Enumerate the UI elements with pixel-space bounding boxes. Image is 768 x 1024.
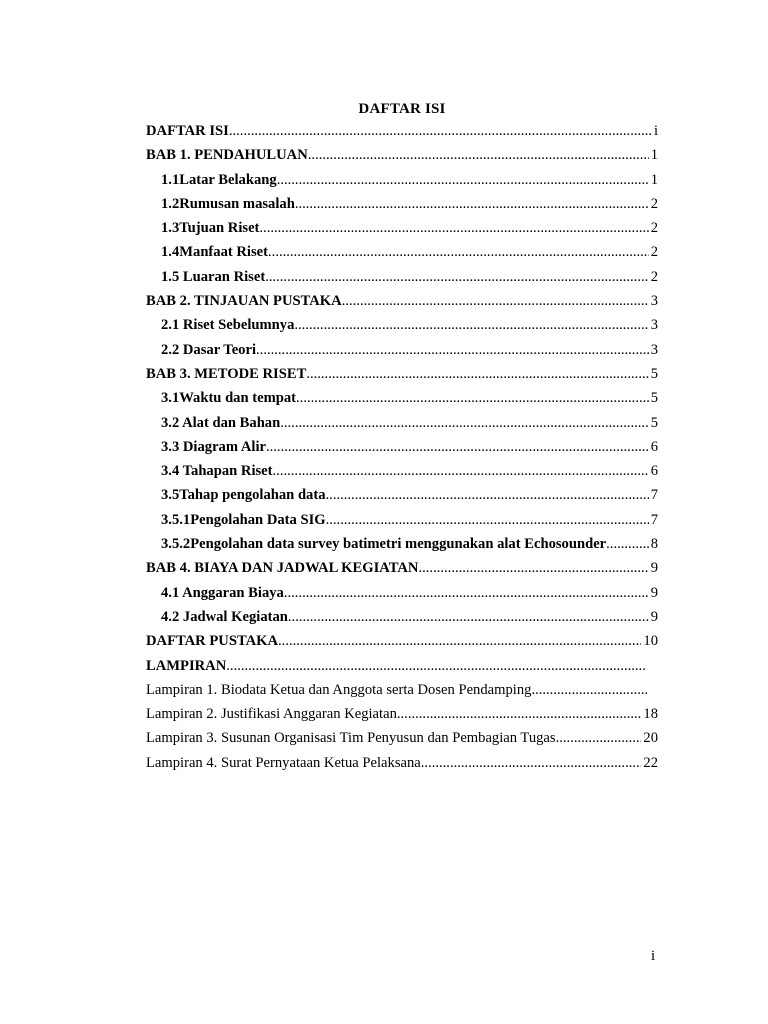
toc-entry-1-3[interactable]	[146, 216, 658, 240]
toc-entry-page: 3	[650, 341, 658, 358]
toc-entry-page: 2	[650, 244, 658, 261]
toc-entry-label: Lampiran 3. Susunan Organisasi Tim Penyusun dan Pembagian Tugas	[146, 730, 556, 747]
toc-entry-daftar-isi[interactable]	[146, 119, 658, 143]
toc-entry-label: 2.2 Dasar Teori	[161, 341, 257, 358]
toc-entry-3-4[interactable]	[146, 459, 658, 483]
toc-entry-1-4[interactable]	[146, 240, 658, 264]
toc-entry-label: DAFTAR PUSTAKA	[146, 633, 279, 650]
toc-entry-page: 9	[650, 608, 658, 625]
toc-entry-page: 22	[643, 754, 658, 771]
toc-entry-2-1[interactable]	[146, 313, 658, 337]
dot-leader	[226, 654, 646, 678]
toc-entry-label: 3.1Waktu dan tempat	[161, 390, 297, 407]
toc-entry-page: 8	[650, 536, 658, 553]
dot-leader	[556, 726, 642, 750]
toc-entry-lampiran-3[interactable]	[146, 726, 658, 750]
dot-leader	[421, 751, 642, 775]
dot-leader	[531, 678, 647, 702]
toc-entry-1-5[interactable]	[146, 265, 658, 289]
dot-leader	[284, 581, 649, 605]
toc-entry-2-2[interactable]	[146, 338, 658, 362]
toc-entry-page: 6	[650, 463, 658, 480]
dot-leader	[342, 289, 649, 313]
toc-entry-label: 3.5Tahap pengolahan data	[161, 487, 326, 504]
dot-leader	[280, 411, 648, 435]
dot-leader	[229, 119, 652, 143]
toc-entry-3-1[interactable]	[146, 386, 658, 410]
dot-leader	[397, 702, 642, 726]
toc-entry-1-2[interactable]	[146, 192, 658, 216]
toc-entry-page: 5	[650, 365, 658, 382]
dot-leader	[306, 362, 648, 386]
toc-entry-bab-2[interactable]	[146, 289, 658, 313]
toc-entry-page: 6	[650, 438, 658, 455]
toc-entry-label: 4.1 Anggaran Biaya	[161, 584, 284, 601]
toc-entry-lampiran-4[interactable]	[146, 751, 658, 775]
toc-entry-daftar-pustaka[interactable]	[146, 629, 658, 653]
toc-entry-page: 2	[650, 195, 658, 212]
toc-entry-label: LAMPIRAN	[146, 657, 227, 674]
toc-entry-1-1[interactable]	[146, 168, 658, 192]
dot-leader	[606, 532, 649, 556]
toc-entry-page: 10	[643, 633, 658, 650]
toc-entry-label: 4.2 Jadwal Kegiatan	[161, 608, 288, 625]
toc-entry-3-5-1[interactable]	[146, 508, 658, 532]
toc-entry-label: 1.2Rumusan masalah	[161, 195, 295, 212]
toc-entry-label: Lampiran 2. Justifikasi Anggaran Kegiatan	[146, 706, 397, 723]
dot-leader	[266, 435, 649, 459]
toc-entry-label: Lampiran 4. Surat Pernyataan Ketua Pelaksana	[146, 754, 421, 771]
dot-leader	[295, 192, 649, 216]
toc-entry-bab-1[interactable]	[146, 143, 658, 167]
toc-entry-3-3[interactable]	[146, 435, 658, 459]
dot-leader	[273, 459, 649, 483]
dot-leader	[288, 605, 649, 629]
toc-entry-page: 1	[650, 171, 658, 188]
dot-leader	[278, 629, 641, 653]
toc-entry-label: BAB 3. METODE RISET	[146, 365, 307, 382]
toc-entry-3-5[interactable]	[146, 483, 658, 507]
toc-entry-4-2[interactable]	[146, 605, 658, 629]
toc-entry-label: 2.1 Riset Sebelumnya	[161, 317, 295, 334]
toc-entry-page: 7	[650, 487, 658, 504]
toc-entry-3-5-2[interactable]	[146, 532, 658, 556]
dot-leader	[256, 338, 649, 362]
toc-entry-page: 1	[650, 147, 658, 164]
toc-entry-page: i	[653, 123, 658, 139]
table-of-contents	[146, 119, 658, 775]
toc-entry-label: BAB 2. TINJAUAN PUSTAKA	[146, 293, 342, 310]
page-number: i	[651, 948, 656, 964]
toc-entry-label: 1.5 Luaran Riset	[161, 268, 266, 285]
toc-entry-page: 7	[650, 511, 658, 528]
toc-entry-page: 9	[650, 560, 658, 577]
toc-entry-label: DAFTAR ISI	[146, 123, 229, 139]
dot-leader	[326, 483, 649, 507]
dot-leader	[268, 240, 649, 264]
toc-entry-3-2[interactable]	[146, 411, 658, 435]
toc-entry-lampiran[interactable]	[146, 654, 658, 678]
dot-leader	[294, 313, 648, 337]
toc-entry-bab-4[interactable]	[146, 556, 658, 580]
toc-entry-page: 3	[650, 317, 658, 334]
dot-leader	[296, 386, 649, 410]
dot-leader	[308, 143, 649, 167]
toc-entry-label: BAB 4. BIAYA DAN JADWAL KEGIATAN	[146, 560, 419, 577]
toc-entry-page: 2	[650, 220, 658, 237]
dot-leader	[326, 508, 649, 532]
toc-entry-label: 1.1Latar Belakang	[161, 171, 277, 188]
toc-entry-page: 18	[643, 706, 658, 723]
toc-entry-page: 9	[650, 584, 658, 601]
toc-entry-4-1[interactable]	[146, 581, 658, 605]
toc-entry-label: 1.3Tujuan Riset	[161, 220, 260, 237]
dot-leader	[277, 168, 649, 192]
toc-entry-label: 3.2 Alat dan Bahan	[161, 414, 281, 431]
toc-entry-label: 3.5.2Pengolahan data survey batimetri menggunakan alat Echosounder	[161, 536, 607, 553]
toc-entry-label: BAB 1. PENDAHULUAN	[146, 147, 308, 164]
toc-entry-label: 3.3 Diagram Alir	[161, 438, 266, 455]
toc-entry-page: 5	[650, 414, 658, 431]
page-title: DAFTAR ISI	[358, 101, 446, 117]
toc-entry-label: 3.4 Tahapan Riset	[161, 463, 273, 480]
toc-entry-label: Lampiran 1. Biodata Ketua dan Anggota serta Dosen Pendamping	[146, 681, 532, 698]
toc-entry-lampiran-1[interactable]	[146, 678, 658, 702]
dot-leader	[265, 265, 649, 289]
toc-entry-label: 3.5.1Pengolahan Data SIG	[161, 511, 326, 528]
toc-entry-bab-3[interactable]	[146, 362, 658, 386]
toc-entry-page: 2	[650, 268, 658, 285]
toc-entry-lampiran-2[interactable]	[146, 702, 658, 726]
dot-leader	[418, 556, 648, 580]
toc-entry-label: 1.4Manfaat Riset	[161, 244, 269, 261]
toc-entry-page: 3	[650, 293, 658, 310]
toc-entry-page: 5	[650, 390, 658, 407]
dot-leader	[259, 216, 648, 240]
toc-entry-page: 20	[643, 730, 658, 747]
